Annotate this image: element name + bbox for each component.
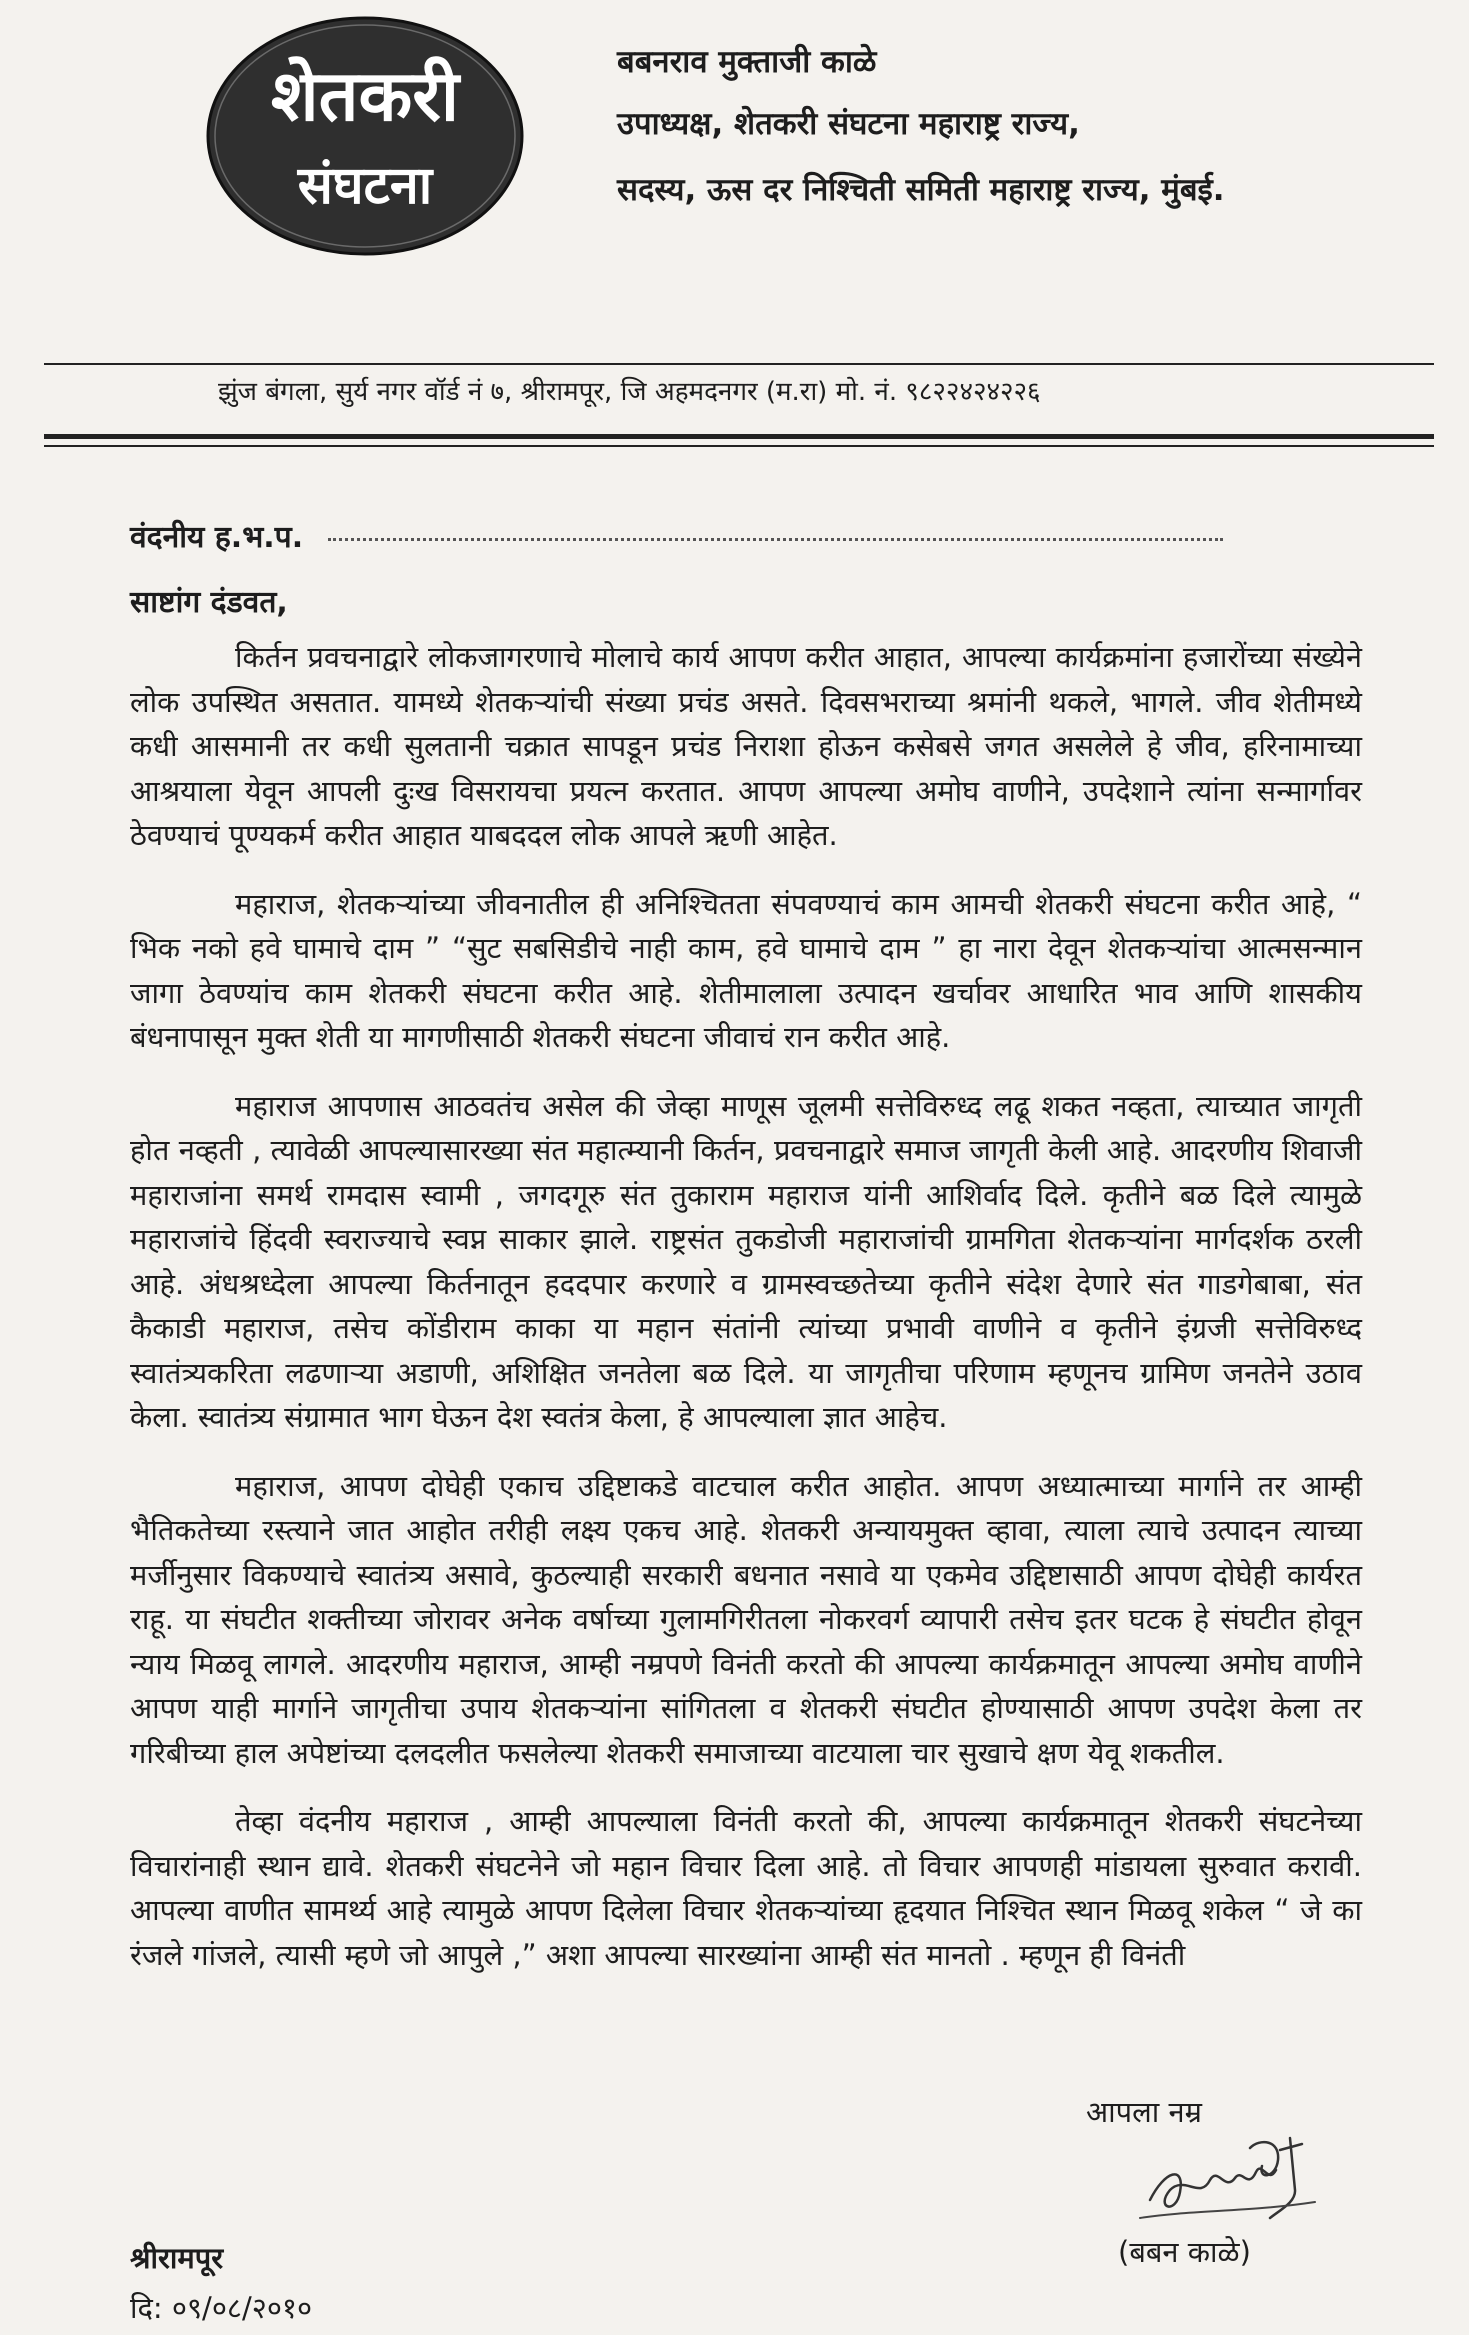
paragraph: महाराज आपणास आठवतंच असेल की जेव्हा माणूस जूलमी सत्तेविरुध्द लढू शकत नव्हता, त्याच्यात जागृती होत नव्हती , त्यावेळी आपल्यासारख्या संत महात्म्यानी किर्तन, प्रवचनाद्वारे समाज जागृती केली आहे. आदरणीय शिवाजी महाराजांना समर्थ रामदास स्वामी , जगदगूरु संत तुकाराम महाराज यांनी आशिर्वाद दिले. कृतीने बळ दिले त्यामुळे महाराजांचे हिंदवी स्वराज्याचे स्वप्न साकार झाले. राष्ट्रसंत तुकडोजी महाराजांची ग्रामगिता शेतकऱ्यांना मार्गदर्शक ठरली आहे. अंधश्रध्देला आपल्या किर्तनातून हददपार करणारे व ग्रामस्वच्छतेच्या कृतीने संदेश देणारे संत गाडगेबाबा, संत कैकाडी महाराज, तसेच कोंडीराम काका या महान संतांनी त्यांच्या प्रभावी वाणीने व कृतीने इंग्रजी सत्तेविरुध्द स्वातंत्र्यकरिता लढणाऱ्या अडाणी, अशिक्षित जनतेला बळ दिले. या जागृतीचा परिणाम म्हणूनच ग्रामिण जनतेने उठाव केला. स्वातंत्र्य संग्रामात भाग घेऊन देश स्वतंत्र केला, हे आपल्याला ज्ञात आहेच. — [130, 1088, 1362, 1434]
header-divider-bottom-thin — [44, 445, 1434, 447]
greeting: साष्टांग दंडवत, — [130, 585, 288, 620]
header-divider-top — [44, 363, 1434, 365]
letterhead — [617, 42, 1437, 232]
handwritten-signature — [1130, 2130, 1330, 2235]
logo-text-top: शेतकरी — [270, 55, 460, 137]
logo-text-bottom: संघटना — [297, 156, 433, 216]
salutation: वंदनीय ह.भ.प. — [130, 520, 304, 555]
paragraph: महाराज, आपण दोघेही एकाच उद्दिष्टाकडे वाटचाल करीत आहोत. आपण अध्यात्माच्या मार्गाने तर आम्ही भैतिकतेच्या रस्त्याने जात आहोत तरीही लक्ष्य एकच आहे. शेतकरी अन्यायमुक्त व्हावा, त्याला त्याचे उत्पादन त्याच्या मर्जीनुसार विकण्याचे स्वातंत्र्य असावे, कुठल्याही सरकारी बधनात नसावे या एकमेव उद्दिष्टासाठी आपण दोघेही कार्यरत राहू. या संघटीत शक्तीच्या जोरावर अनेक वर्षाच्या गुलामगिरीतला नोकरवर्ग व्यापारी तसेच इतर घटक हे संघटीत होवून न्याय मिळवू लागले. आदरणीय महाराज, आम्ही नम्रपणे विनंती करतो की आपल्या कार्यक्रमातून आपल्या अमोघ वाणीने आपण याही मार्गाने जागृतीचा उपाय शेतकऱ्यांना सांगितला व शेतकरी संघटीत होण्यासाठी आपण उपदेश केला तर गरिबीच्या हाल अपेष्टांच्या दलदलीत फसलेल्या शेतकरी समाजाच्या वाटयाला चार सुखाचे क्षण येवू शकतील. — [130, 1468, 1362, 1770]
sender-position-1: उपाध्यक्ष, शेतकरी संघटना महाराष्ट्र राज्य, — [617, 106, 1080, 142]
sender-address: झुंज बंगला, सुर्य नगर वॉर्ड नं ७, श्रीरामपूर, जि अहमदनगर (म.रा) मो. नं. ९८२२४२४२२६ — [218, 377, 1041, 407]
paragraph: किर्तन प्रवचनाद्वारे लोकजागरणाचे मोलाचे कार्य आपण करीत आहात, आपल्या कार्यक्रमांना हजारोंच्या संख्येने लोक उपस्थित असतात. यामध्ये शेतकऱ्यांची संख्या प्रचंड असते. दिवसभराच्या श्रमांनी थकले, भागले. जीव शेतीमध्ये कधी आसमानी तर कधी सुलतानी चक्रात सापडून प्रचंड निराशा होऊन कसेबसे जगत असलेले हे जीव, हरिनामाच्या आश्रयाला येवून आपली दुःख विसरायचा प्रयत्न करतात. आपण आपल्या अमोघ वाणीने, उपदेशाने त्यांना सन्मार्गावर ठेवण्याचं पूण्यकर्म करीत आहात याबददल लोक आपले ऋणी आहेत. — [130, 640, 1362, 852]
date: दि: ०९/०८/२०१० — [130, 2291, 313, 2325]
organization-logo — [205, 15, 525, 257]
header-divider-bottom — [44, 434, 1434, 439]
sender-name: बबनराव मुक्ताजी काळे — [617, 44, 877, 80]
closing-phrase: आपला नम्र — [1086, 2095, 1202, 2129]
sender-position-2: सदस्य, ऊस दर निश्चिती समिती महाराष्ट्र राज्य, मुंबई. — [617, 172, 1225, 208]
place: श्रीरामपूर — [130, 2241, 224, 2275]
recipient-dotted-line — [328, 538, 1223, 541]
letter-body — [130, 635, 1362, 2001]
signatory-name: (बबन काळे) — [1118, 2235, 1251, 2269]
paragraph: महाराज, शेतकऱ्यांच्या जीवनातील ही अनिश्चितता संपवण्याचं काम आमची शेतकरी संघटना करीत आहे, “ भिक नको हवे घामाचे दाम ” “सुट सबसिडीचे नाही काम, हवे घामाचे दाम ” हा नारा देवून शेतकऱ्यांचा आत्मसन्मान जागा ठेवण्यांच काम शेतकरी संघटना करीत आहे. शेतीमालाला उत्पादन खर्चावर आधारित भाव आणि शासकीय बंधनापासून मुक्त शेती या मागणीसाठी शेतकरी संघटना जीवाचं रान करीत आहे. — [130, 886, 1362, 1054]
paragraph: तेव्हा वंदनीय महाराज , आम्ही आपल्याला विनंती करतो की, आपल्या कार्यक्रमातून शेतकरी संघटनेच्या विचारांनाही स्थान द्यावे. शेतकरी संघटनेने जो महान विचार दिला आहे. तो विचार आपणही मांडायला सुरुवात करावी. आपल्या वाणीत सामर्थ्य आहे त्यामुळे आपण दिलेला विचार शेतकऱ्यांच्या हृदयात निश्चित स्थान मिळवू शकेल “ जे का रंजले गांजले, त्यासी म्हणे जो आपुले ,” अशा आपल्या सारख्यांना आम्ही संत मानतो . म्हणून ही विनंती — [130, 1804, 1362, 1972]
